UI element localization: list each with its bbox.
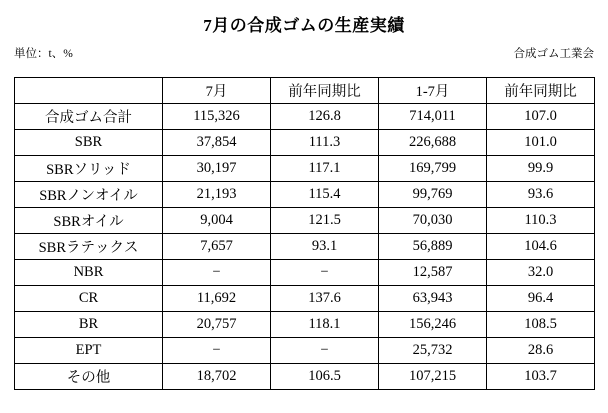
row-label: BR	[15, 312, 163, 338]
cell-value: 93.1	[271, 234, 379, 260]
table-row	[15, 234, 595, 260]
table-row	[15, 208, 595, 234]
table-row	[15, 260, 595, 286]
table-header-corner	[15, 78, 163, 104]
cell-value: 12,587	[379, 260, 487, 286]
row-label: SBR	[15, 130, 163, 156]
cell-value: 28.6	[487, 338, 595, 364]
cell-value: 107,215	[379, 364, 487, 390]
cell-value: 21,193	[163, 182, 271, 208]
table-row	[15, 364, 595, 390]
table-row	[15, 130, 595, 156]
cell-value: 37,854	[163, 130, 271, 156]
row-label: SBRノンオイル	[15, 182, 163, 208]
cell-value: 117.1	[271, 156, 379, 182]
cell-value: 126.8	[271, 104, 379, 130]
cell-value: −	[163, 338, 271, 364]
cell-value: 11,692	[163, 286, 271, 312]
cell-value: 111.3	[271, 130, 379, 156]
document-page	[0, 11, 608, 413]
cell-value: 156,246	[379, 312, 487, 338]
row-label: EPT	[15, 338, 163, 364]
cell-value: 63,943	[379, 286, 487, 312]
cell-value: 118.1	[271, 312, 379, 338]
cell-value: 107.0	[487, 104, 595, 130]
table-row	[15, 286, 595, 312]
cell-value: −	[271, 260, 379, 286]
table-row	[15, 182, 595, 208]
page-title: 7月の合成ゴムの生産実績	[203, 16, 405, 35]
cell-value: 115.4	[271, 182, 379, 208]
table-header-jan-jul: 1-7月	[379, 78, 487, 104]
cell-value: 104.6	[487, 234, 595, 260]
table-header-row	[15, 78, 595, 104]
cell-value: 56,889	[379, 234, 487, 260]
table-header-yoy-month: 前年同期比	[271, 78, 379, 104]
cell-value: 30,197	[163, 156, 271, 182]
cell-value: 714,011	[379, 104, 487, 130]
table-row	[15, 104, 595, 130]
table-header-july: 7月	[163, 78, 271, 104]
cell-value: −	[271, 338, 379, 364]
row-label: 合成ゴム合計	[15, 104, 163, 130]
row-label: CR	[15, 286, 163, 312]
cell-value: 25,732	[379, 338, 487, 364]
cell-value: 18,702	[163, 364, 271, 390]
cell-value: 101.0	[487, 130, 595, 156]
cell-value: 7,657	[163, 234, 271, 260]
cell-value: 93.6	[487, 182, 595, 208]
cell-value: 115,326	[163, 104, 271, 130]
row-label: その他	[15, 364, 163, 390]
cell-value: 110.3	[487, 208, 595, 234]
source-note: 合成ゴム工業会	[513, 48, 594, 60]
table-row	[15, 312, 595, 338]
row-label: SBRラテックス	[15, 234, 163, 260]
cell-value: 103.7	[487, 364, 595, 390]
cell-value: 121.5	[271, 208, 379, 234]
cell-value: 169,799	[379, 156, 487, 182]
production-results-table	[14, 77, 595, 390]
cell-value: 99,769	[379, 182, 487, 208]
table-header-yoy-cumulative: 前年同期比	[487, 78, 595, 104]
cell-value: 108.5	[487, 312, 595, 338]
row-label: SBRオイル	[15, 208, 163, 234]
row-label: SBRソリッド	[15, 156, 163, 182]
cell-value: −	[163, 260, 271, 286]
cell-value: 99.9	[487, 156, 595, 182]
cell-value: 96.4	[487, 286, 595, 312]
cell-value: 70,030	[379, 208, 487, 234]
subheader-row	[0, 45, 608, 63]
row-label: NBR	[15, 260, 163, 286]
table-row	[15, 338, 595, 364]
cell-value: 9,004	[163, 208, 271, 234]
cell-value: 106.5	[271, 364, 379, 390]
table-row	[15, 156, 595, 182]
unit-note: 単位：t、%	[14, 48, 73, 60]
cell-value: 226,688	[379, 130, 487, 156]
cell-value: 20,757	[163, 312, 271, 338]
cell-value: 32.0	[487, 260, 595, 286]
cell-value: 137.6	[271, 286, 379, 312]
